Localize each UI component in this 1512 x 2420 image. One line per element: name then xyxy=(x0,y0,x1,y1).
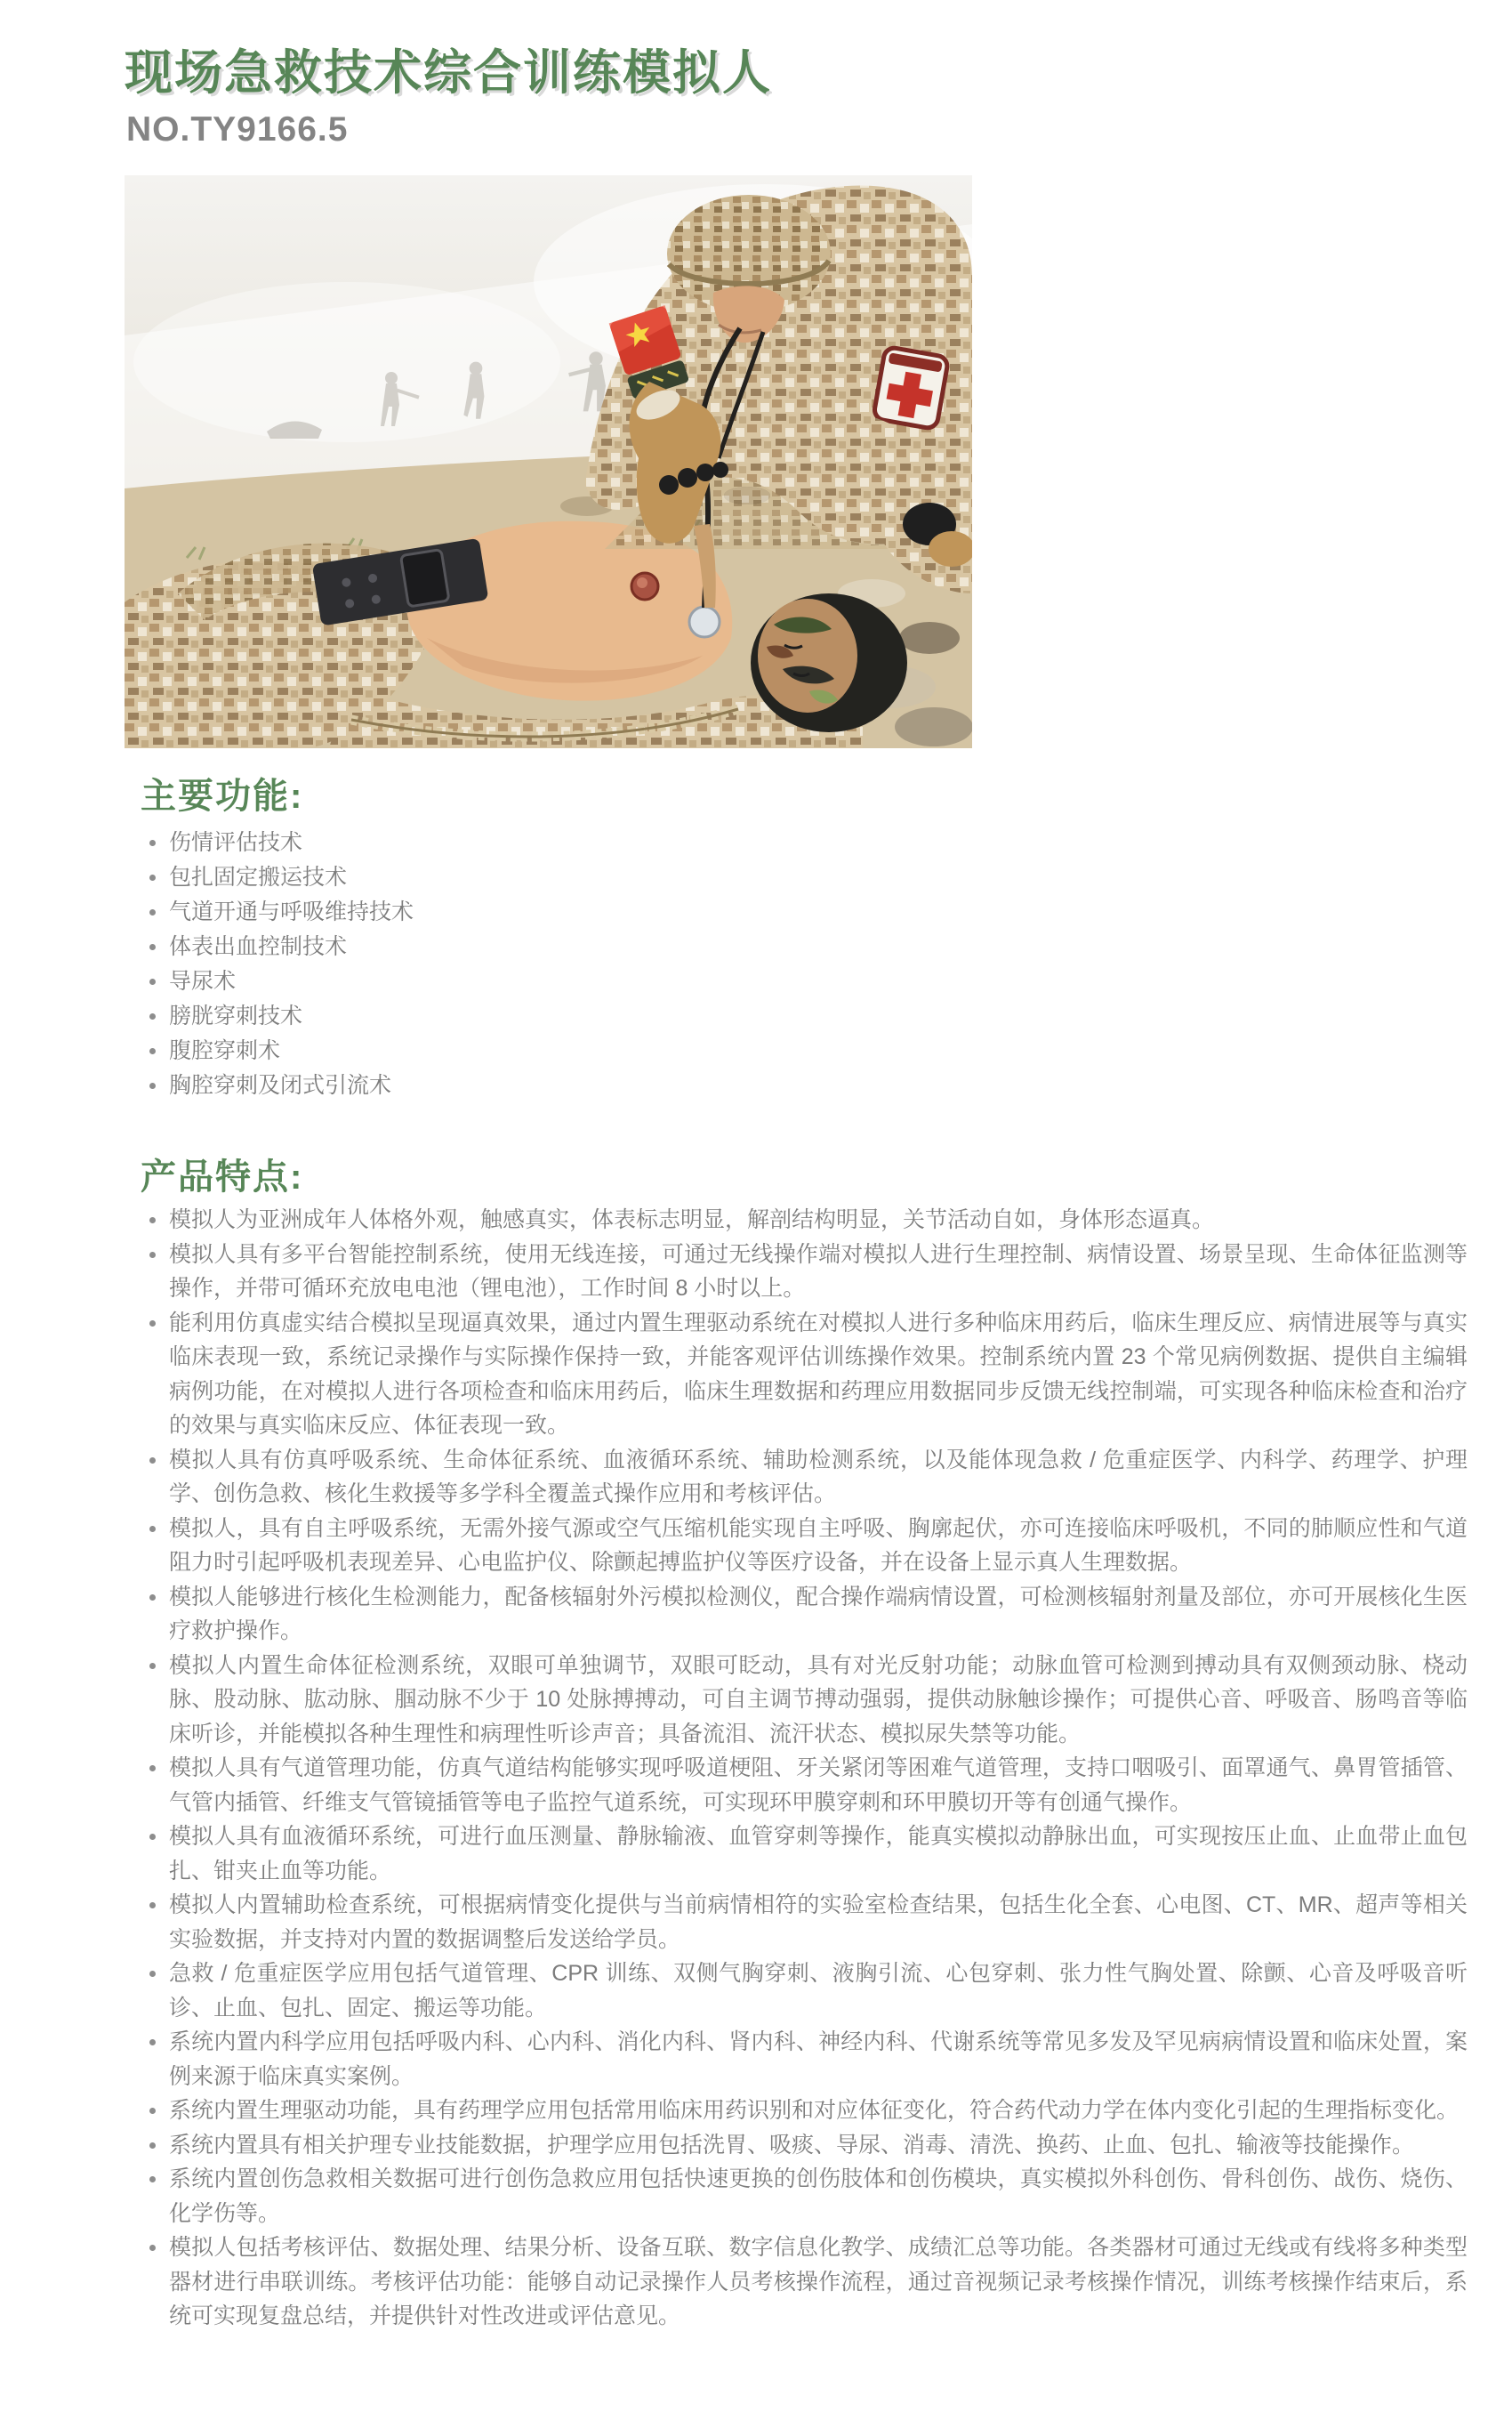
bullet-icon xyxy=(149,2108,156,2114)
feature-item xyxy=(148,2025,1468,2093)
feature-text: 模拟人能够进行核化生检测能力，配备核辐射外污模拟检测仪，配合操作端病情设置，可检测核辐射剂量及部位，亦可开展核化生医疗救护操作。 xyxy=(169,1584,1468,1643)
bullet-icon xyxy=(149,2245,156,2251)
function-text: 胸腔穿刺及闭式引流术 xyxy=(169,1073,392,1098)
red-cross-patch-icon xyxy=(873,346,949,429)
stethoscope-chestpiece xyxy=(689,607,720,637)
bullet-icon xyxy=(149,944,156,950)
manikin-head xyxy=(751,593,907,732)
feature-item xyxy=(148,2128,1468,2163)
bullet-icon xyxy=(149,1320,156,1327)
product-photo-illustration xyxy=(125,175,972,748)
bullet-icon xyxy=(149,2176,156,2182)
feature-text: 能利用仿真虚实结合模拟呈现逼真效果，通过内置生理驱动系统在对模拟人进行多种临床用药后，临床生理反应、病情进展等与真实临床表现一致，系统记录操作与实际操作保持一致，并能客观评估训练操作效果。控制系统内置 23 个常见病例数据、提供自主编辑病例功能，在对模拟人进行各项检查和临床用药后，临床生理数据和药理应用数据同步反馈无线控制端，可实现各种临床检查和治疗的效果与真实临床反应、体征表现一致。 xyxy=(169,1310,1468,1438)
page-title: 现场急救技术综合训练模拟人 xyxy=(125,46,772,100)
function-item xyxy=(148,1069,948,1103)
function-item xyxy=(148,930,948,964)
feature-text: 模拟人为亚洲成年人体格外观，触感真实，体表标志明显，解剖结构明显，关节活动自如，身体形态逼真。 xyxy=(169,1207,1215,1232)
bullet-icon xyxy=(149,1083,156,1089)
feature-item xyxy=(148,1751,1468,1819)
feature-item xyxy=(148,1580,1468,1649)
feature-item xyxy=(148,1819,1468,1888)
feature-item xyxy=(148,2230,1468,2334)
bullet-icon xyxy=(149,840,156,846)
bullet-icon xyxy=(149,1971,156,1977)
bullet-icon xyxy=(149,1594,156,1601)
feature-item xyxy=(148,2162,1468,2230)
feature-text: 系统内置生理驱动功能，具有药理学应用包括常用临床用药识别和对应体征变化，符合药代动力学在体内变化引起的生理指标变化。 xyxy=(169,2098,1460,2123)
feature-item xyxy=(148,1649,1468,1752)
bullet-icon xyxy=(149,1048,156,1054)
functions-heading: 主要功能: xyxy=(141,777,304,816)
feature-text: 模拟人具有血液循环系统，可进行血压测量、静脉输液、血管穿刺等操作，能真实模拟动静脉出血，可实现按压止血、止血带止血包扎、钳夹止血等功能。 xyxy=(169,1824,1468,1884)
model-number: NO.TY9166.5 xyxy=(126,110,349,149)
function-text: 包扎固定搬运技术 xyxy=(169,865,348,890)
feature-text: 系统内置创伤急救相关数据可进行创伤急救应用包括快速更换的创伤肢体和创伤模块，真实模拟外科创伤、骨科创伤、战伤、烧伤、化学伤等。 xyxy=(169,2166,1468,2226)
function-text: 腹腔穿刺术 xyxy=(169,1038,281,1063)
bullet-icon xyxy=(149,2142,156,2149)
bullet-icon xyxy=(149,979,156,985)
feature-text: 模拟人包括考核评估、数据处理、结果分析、设备互联、数字信息化教学、成绩汇总等功能。各类器材可通过无线或有线将多种类型器材进行串联训练。考核评估功能：能够自动记录操作人员考核操作流程，通过音视频记录考核操作情况，训练考核操作结束后，系统可实现复盘总结，并提供针对性改进或评估意见。 xyxy=(169,2235,1468,2328)
bullet-icon xyxy=(149,1765,156,1771)
bullet-icon xyxy=(149,1252,156,1258)
function-item xyxy=(148,964,948,999)
feature-text: 急救 / 危重症医学应用包括气道管理、CPR 训练、双侧气胸穿刺、液胸引流、心包穿刺、张力性气胸处置、除颤、心音及呼吸音听诊、止血、包扎、固定、搬运等功能。 xyxy=(169,1961,1468,2021)
bullet-icon xyxy=(149,875,156,881)
feature-item xyxy=(148,1512,1468,1580)
feature-text: 模拟人具有仿真呼吸系统、生命体征系统、血液循环系统、辅助检测系统，以及能体现急救 / 危重症医学、内科学、药理学、护理学、创伤急救、核化生救援等多学科全覆盖式操作应用和考核评估。 xyxy=(169,1447,1468,1506)
bullet-icon xyxy=(149,1902,156,1908)
bullet-icon xyxy=(149,909,156,916)
function-item xyxy=(148,826,948,860)
function-text: 伤情评估技术 xyxy=(169,830,303,855)
features-list xyxy=(148,1203,1468,2334)
features-heading: 产品特点: xyxy=(141,1158,304,1197)
bullet-icon xyxy=(149,1013,156,1020)
function-text: 膀胱穿刺技术 xyxy=(169,1004,303,1028)
feature-item xyxy=(148,2093,1468,2128)
function-item xyxy=(148,999,948,1034)
feature-text: 系统内置具有相关护理专业技能数据，护理学应用包括洗胃、吸痰、导尿、消毒、清洗、换药、止血、包扎、输液等技能操作。 xyxy=(169,2132,1415,2158)
feature-text: 模拟人具有气道管理功能，仿真气道结构能够实现呼吸道梗阻、牙关紧闭等困难气道管理，支持口咽吸引、面罩通气、鼻胃管插管、气管内插管、纤维支气管镜插管等电子监控气道系统，可实现环甲膜穿刺和环甲膜切开等有创通气操作。 xyxy=(169,1755,1468,1815)
function-item xyxy=(148,1034,948,1069)
product-photo xyxy=(125,175,972,748)
function-text: 体表出血控制技术 xyxy=(169,934,348,959)
function-text: 导尿术 xyxy=(169,969,237,994)
feature-item xyxy=(148,1443,1468,1512)
bullet-icon xyxy=(149,1526,156,1532)
bullet-icon xyxy=(149,1217,156,1223)
function-item xyxy=(148,860,948,895)
feature-item xyxy=(148,1306,1468,1443)
bullet-icon xyxy=(149,1457,156,1464)
feature-item xyxy=(148,1956,1468,2025)
feature-text: 模拟人内置生命体征检测系统，双眼可单独调节，双眼可眨动，具有对光反射功能；动脉血管可检测到搏动具有双侧颈动脉、桡动脉、股动脉、肱动脉、腘动脉不少于 10 处脉搏搏动，可自主调节搏动强弱，提供动脉触诊操作；可提供心音、呼吸音、肠鸣音等临床听诊，并能模拟各种生理性和病理性听诊声音；具备流泪、流汗状态、模拟尿失禁等功能。 xyxy=(169,1652,1468,1746)
feature-item xyxy=(148,1238,1468,1306)
feature-text: 模拟人，具有自主呼吸系统，无需外接气源或空气压缩机能实现自主呼吸、胸廓起伏，亦可连接临床呼吸机，不同的肺顺应性和气道阻力时引起呼吸机表现差异、心电监护仪、除颤起搏监护仪等医疗设备，并在设备上显示真人生理数据。 xyxy=(169,1515,1468,1575)
bullet-icon xyxy=(149,2039,156,2045)
feature-item xyxy=(148,1888,1468,1956)
bullet-icon xyxy=(149,1834,156,1840)
bullet-icon xyxy=(149,1663,156,1669)
feature-item xyxy=(148,1203,1468,1238)
functions-list xyxy=(148,826,948,1103)
feature-text: 模拟人内置辅助检查系统，可根据病情变化提供与当前病情相符的实验室检查结果，包括生化全套、心电图、CT、MR、超声等相关实验数据，并支持对内置的数据调整后发送给学员。 xyxy=(169,1892,1468,1952)
function-item xyxy=(148,895,948,930)
feature-text: 系统内置内科学应用包括呼吸内科、心内科、消化内科、肾内科、神经内科、代谢系统等常见多发及罕见病病情设置和临床处置，案例来源于临床真实案例。 xyxy=(169,2029,1468,2089)
feature-text: 模拟人具有多平台智能控制系统，使用无线连接，可通过无线操作端对模拟人进行生理控制、病情设置、场景呈现、生命体征监测等操作，并带可循环充放电电池（锂电池），工作时间 8 小时以上。 xyxy=(169,1241,1468,1301)
function-text: 气道开通与呼吸维持技术 xyxy=(169,899,414,924)
